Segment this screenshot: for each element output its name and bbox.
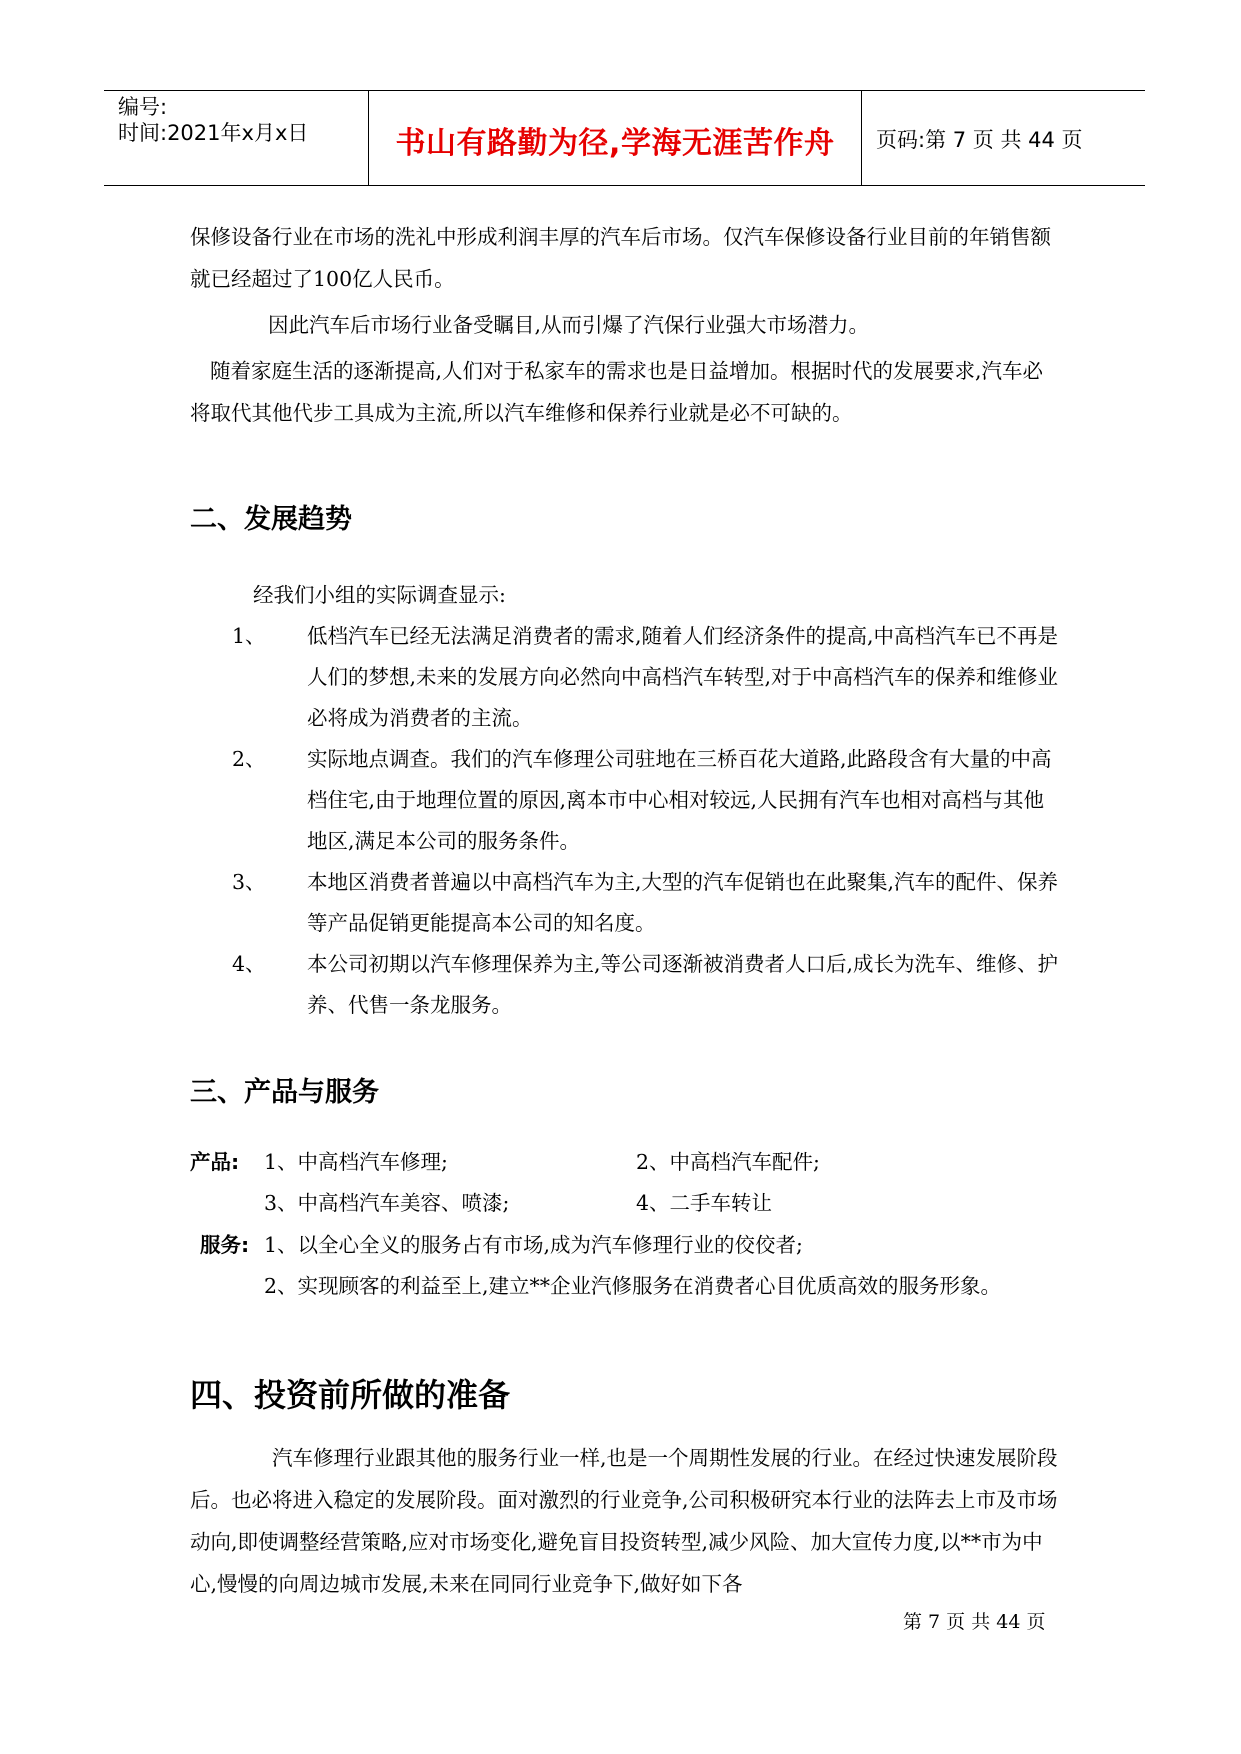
- service-item: 1、以全心全义的服务占有市场,成为汽车修理行业的佼佼者;: [264, 1233, 803, 1257]
- list-item-text: 实际地点调查。我们的汽车修理公司驻地在三桥百花大道路,此路段含有大量的中高档住宅,由于地理位置的原因,离本市中心相对较远,人民拥有汽车也相对高档与其他地区,满足本公司的服务条件。: [307, 747, 1052, 853]
- list-item-number: 2、: [232, 747, 266, 771]
- products-label: 产品:: [190, 1150, 240, 1174]
- section-2-body: [190, 574, 1060, 1026]
- intro-section: [190, 216, 1060, 434]
- header-meta: [104, 91, 369, 185]
- number-label: 编号:: [118, 95, 168, 119]
- service-item: 2、实现顾客的利益至上,建立**企业汽修服务在消费者心目优质高效的服务形象。: [264, 1274, 1002, 1298]
- section-2-lead: 经我们小组的实际调查显示:: [253, 583, 506, 607]
- list-item-text: 低档汽车已经无法满足消费者的需求,随着人们经济条件的提高,中高档汽车已不再是人们的梦想,未来的发展方向必然向中高档汽车转型,对于中高档汽车的保养和维修业必将成为消费者的主流。: [307, 624, 1059, 730]
- intro-paragraph-1: 保修设备行业在市场的洗礼中形成利润丰厚的汽车后市场。仅汽车保修设备行业目前的年销售额就已经超过了100亿人民币。: [190, 225, 1051, 291]
- section-4-body: [190, 1437, 1060, 1605]
- product-item: 4、二手车转让: [636, 1191, 773, 1215]
- product-item: 2、中高档汽车配件;: [636, 1150, 820, 1174]
- section-3: [190, 1070, 1060, 1109]
- list-item-number: 1、: [232, 624, 266, 648]
- time-label: 时间:2021年x月x日: [118, 121, 309, 145]
- section-2-title: 二、发展趋势: [190, 504, 352, 535]
- product-item: 1、中高档汽车修理;: [264, 1150, 448, 1174]
- list-item-text: 本地区消费者普遍以中高档汽车为主,大型的汽车促销也在此聚集,汽车的配件、保养等产品促销更能提高本公司的知名度。: [307, 870, 1059, 935]
- list-item-text: 本公司初期以汽车修理保养为主,等公司逐渐被消费者人口后,成长为洗车、维修、护养、代售一条龙服务。: [307, 952, 1059, 1017]
- product-item: 3、中高档汽车美容、喷漆;: [264, 1191, 510, 1215]
- list-item: [190, 862, 1060, 944]
- section-4-paragraph: 汽车修理行业跟其他的服务行业一样,也是一个周期性发展的行业。在经过快速发展阶段后。也必将进入稳定的发展阶段。面对激烈的行业竞争,公司积极研究本行业的法阵去上市及市场动向,即使调整经营策略,应对市场变化,避免盲目投资转型,减少风险、加大宣传力度,以**市为中心,慢慢的向周边城市发展,未来在同同行业竞争下,做好如下各: [190, 1446, 1058, 1596]
- intro-paragraph-3: 随着家庭生活的逐渐提高,人们对于私家车的需求也是日益增加。根据时代的发展要求,汽车必将取代其他代步工具成为主流,所以汽车维修和保养行业就是必不可缺的。: [190, 359, 1044, 425]
- section-3-title: 三、产品与服务: [190, 1077, 379, 1108]
- header-motto-cell: [369, 91, 862, 185]
- list-item: [190, 739, 1060, 862]
- motto: 书山有路勤为径,学海无涯苦作舟: [395, 126, 835, 161]
- section-4-title: 四、投资前所做的准备: [190, 1376, 511, 1414]
- page-header: [104, 90, 1145, 186]
- intro-paragraph-2: 因此汽车后市场行业备受瞩目,从而引爆了汽保行业强大市场潜力。: [268, 313, 870, 337]
- list-item-number: 3、: [232, 870, 266, 894]
- header-page-label: 页码:第 7 页 共 44 页: [876, 128, 1083, 152]
- list-item: [190, 616, 1060, 739]
- services-label: 服务:: [200, 1233, 250, 1257]
- section-4: [190, 1370, 1060, 1416]
- header-page-cell: [862, 91, 1145, 185]
- list-item-number: 4、: [232, 952, 266, 976]
- section-2: [190, 497, 1060, 536]
- list-item: [190, 944, 1060, 1026]
- page-footer: 第 7 页 共 44 页: [903, 1611, 1046, 1633]
